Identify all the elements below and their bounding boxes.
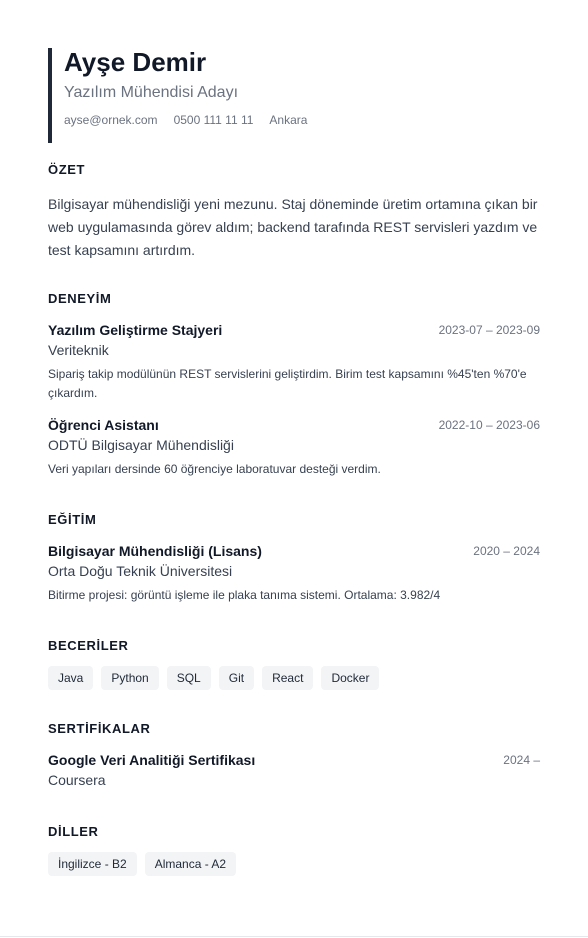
skills-list: [48, 666, 540, 690]
contact-city: Ankara: [269, 113, 308, 127]
resume-page: [48, 47, 540, 871]
skill-chip: Java: [48, 666, 93, 690]
languages-list: [48, 852, 540, 876]
language-chip: İngilizce - B2: [48, 852, 137, 876]
certificates-section: [48, 721, 540, 788]
section-heading-experience: DENEYİM: [48, 291, 112, 306]
languages-section: [48, 824, 540, 876]
skill-chip: Docker: [321, 666, 379, 690]
contact-info: [64, 113, 540, 127]
entry-title: Google Veri Analitiği Sertifikası: [48, 752, 256, 768]
contact-phone: 0500 111 11 11: [173, 113, 254, 127]
entry-description: Bitirme projesi: görüntü işleme ile plaka tanıma sistemi. Ortalama: 3.982/4: [48, 588, 441, 602]
person-title: Yazılım Mühendisi Adayı: [64, 84, 239, 101]
resume-header: [48, 48, 540, 143]
entry-date: 2022-10 – 2023-06: [438, 418, 540, 432]
entry-organization: Coursera: [48, 772, 106, 788]
summary-text: Bilgisayar mühendisliği yeni mezunu. Staj döneminde üretim ortamına çıkan bir web uygulamasında görev aldım; backend tarafında REST servisleri yazdım ve test kapsamını artırdım.: [48, 196, 538, 258]
skill-chip: React: [262, 666, 313, 690]
section-heading-summary: ÖZET: [48, 162, 86, 177]
entry-organization: Orta Doğu Teknik Üniversitesi: [48, 563, 233, 579]
entry-title: Bilgisayar Mühendisliği (Lisans): [48, 543, 262, 559]
education-section: [48, 512, 540, 602]
skills-section: [48, 638, 540, 690]
entry-date: 2020 – 2024: [473, 544, 540, 558]
entry-date: 2024 –: [503, 753, 540, 767]
language-chip: Almanca - A2: [145, 852, 236, 876]
page-bottom-divider: [0, 936, 588, 937]
skill-chip: Git: [219, 666, 254, 690]
experience-item: [48, 322, 540, 403]
education-item: [48, 543, 540, 605]
experience-section: [48, 291, 540, 476]
entry-organization: ODTÜ Bilgisayar Mühendisliği: [48, 437, 234, 453]
certificate-item: [48, 752, 540, 789]
experience-item: [48, 417, 540, 479]
entry-organization: Veriteknik: [48, 342, 109, 358]
skill-chip: SQL: [167, 666, 211, 690]
skill-chip: Python: [101, 666, 158, 690]
section-heading-education: EĞİTİM: [48, 512, 97, 527]
entry-title: Yazılım Geliştirme Stajyeri: [48, 322, 223, 338]
person-name: Ayşe Demir: [64, 47, 207, 77]
entry-title: Öğrenci Asistanı: [48, 417, 159, 433]
contact-email: ayse@ornek.com: [64, 113, 158, 127]
entry-description: Veri yapıları dersinde 60 öğrenciye laboratuvar desteği verdim.: [48, 462, 381, 476]
entry-date: 2023-07 – 2023-09: [438, 323, 540, 337]
entry-description: Sipariş takip modülünün REST servislerini geliştirdim. Birim test kapsamını %45'ten %70'e çıkardım.: [48, 367, 527, 400]
section-heading-certificates: SERTİFİKALAR: [48, 721, 151, 736]
section-heading-skills: BECERİLER: [48, 638, 129, 653]
section-heading-languages: DİLLER: [48, 824, 99, 839]
summary-section: [48, 162, 540, 262]
